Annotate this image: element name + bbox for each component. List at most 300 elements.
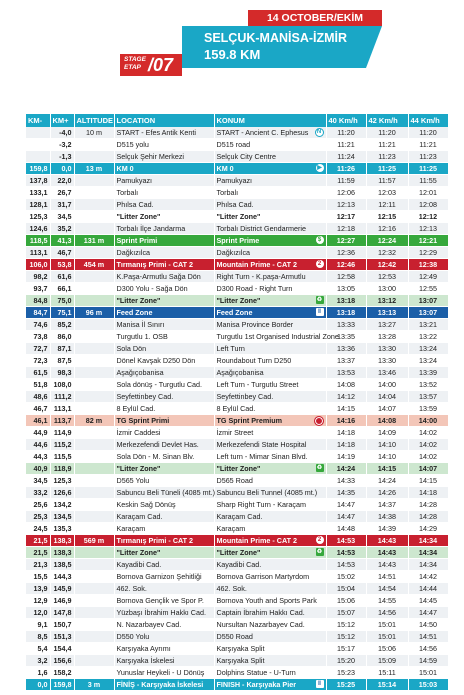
time-40-cell [326,379,366,391]
konum-cell-text: 462. Sok. [216,584,247,593]
km-minus-cell [26,295,50,307]
table-row [26,235,448,247]
time-44-cell-text: 14:28 [419,512,437,521]
time-40-cell [326,451,366,463]
time-42-cell [366,259,408,271]
konum-cell [214,391,326,403]
altitude-cell [74,319,114,331]
konum-cell [214,139,326,151]
konum-cell [214,451,326,463]
km-minus-cell [26,487,50,499]
location-cell-text: Sola Dön - M. Sinan Blv. [116,452,195,461]
time-44-cell [408,319,448,331]
km-minus-cell [26,355,50,367]
km-plus-cell-text: 125,3 [53,476,72,485]
time-40-cell-text: 15:06 [337,596,355,605]
table-row [26,583,448,595]
time-40-cell-text: 14:12 [337,392,355,401]
time-44-cell [408,487,448,499]
time-44-cell-text: 11:25 [419,164,437,173]
km-plus-cell-text: 98,3 [57,368,72,377]
konum-cell [214,679,326,691]
km-minus-cell [26,403,50,415]
table-row [26,163,448,175]
time-44-cell [408,379,448,391]
km-minus-cell-text: 34,5 [33,476,48,485]
konum-cell-text: Pamukyazı [216,176,253,185]
time-40-cell [326,127,366,139]
altitude-cell [74,151,114,163]
time-44-cell-text: 14:34 [419,560,437,569]
time-40-cell-text: 13:35 [337,332,355,341]
km-plus-cell [50,355,74,367]
time-44-cell [408,427,448,439]
sprint-icon: $ [316,236,324,244]
altitude-cell [74,331,114,343]
time-40-cell-text: 14:18 [337,428,355,437]
time-40-cell [326,175,366,187]
km-minus-cell [26,199,50,211]
location-cell [114,655,214,667]
km-minus-cell-text: 125,3 [29,212,48,221]
time-40-cell [326,391,366,403]
time-44-cell-text: 12:21 [418,236,438,245]
time-42-cell [366,175,408,187]
altitude-cell [74,223,114,235]
km-minus-cell-text: 98,2 [33,272,48,281]
time-40-cell [326,187,366,199]
time-42-cell-text: 12:53 [378,272,396,281]
banner-decoration [366,26,382,68]
time-42-cell [366,295,408,307]
time-42-cell [366,127,408,139]
table-row [26,559,448,571]
time-44-cell [408,583,448,595]
km-plus-cell [50,559,74,571]
time-42-cell [366,439,408,451]
konum-cell [214,163,326,175]
konum-cell-text: Phılsa Cad. [216,200,254,209]
altitude-cell [74,667,114,679]
time-44-cell [408,199,448,211]
time-42-cell-text: 14:54 [378,584,396,593]
km-plus-cell-text: 53,8 [57,260,72,269]
table-row [26,679,448,691]
location-cell-text: Sprint Primi [116,236,158,245]
time-44-cell [408,355,448,367]
time-44-cell [408,607,448,619]
km-plus-cell-text: 138,3 [53,548,72,557]
time-44-cell-text: 13:57 [419,392,437,401]
time-44-cell [408,175,448,187]
km-minus-cell-text: 61,5 [33,368,48,377]
time-42-cell-text: 14:00 [378,380,396,389]
time-40-cell [326,523,366,535]
konum-cell [214,175,326,187]
time-42-cell-text: 12:15 [377,212,397,221]
time-40-cell [326,667,366,679]
km-plus-cell [50,211,74,223]
altitude-cell [74,127,114,139]
location-cell-text: 8 Eylül Cad. [116,404,156,413]
table-header-row [26,114,448,127]
km-minus-cell-text: 9,1 [37,620,48,629]
table-row [26,187,448,199]
km-minus-cell-text: 40,9 [33,464,48,473]
stage-label-en: STAGE [124,56,146,63]
km-minus-cell-text: 25,6 [33,500,48,509]
km-minus-cell-text: 21,5 [33,536,48,545]
km-plus-cell [50,655,74,667]
time-40-cell-text: 14:15 [337,404,355,413]
time-42-cell [366,211,408,223]
time-44-cell [408,271,448,283]
time-40-cell-text: 13:18 [336,308,356,317]
time-42-cell [366,331,408,343]
konum-cell-text: Torbalı [216,188,239,197]
time-40-cell [326,271,366,283]
konum-cell-text: Seyfettinbey Cad. [216,392,274,401]
time-44-cell [408,367,448,379]
location-cell [114,367,214,379]
km-plus-cell-text: 0,0 [61,164,72,173]
km-minus-cell [26,559,50,571]
col-location: LOCATION [114,114,214,127]
km-plus-cell [50,643,74,655]
km-plus-cell [50,535,74,547]
time-40-cell [326,547,366,559]
time-40-cell-text: 15:25 [336,680,356,689]
km-minus-cell [26,547,50,559]
time-40-cell-text: 13:33 [337,320,355,329]
stage-header [0,0,464,112]
konum-cell [214,619,326,631]
time-40-cell [326,643,366,655]
time-40-cell [326,211,366,223]
time-42-cell-text: 11:25 [378,164,396,173]
table-row [26,283,448,295]
km-plus-cell [50,631,74,643]
time-44-cell-text: 14:07 [418,464,438,473]
location-cell [114,415,214,427]
tg-sprint-icon [314,416,324,426]
km-plus-cell-text: 146,9 [53,596,72,605]
location-cell-text: K.Paşa-Armutlu Sağa Dön [116,272,201,281]
km-plus-cell-text: 35,2 [57,224,72,233]
km-plus-cell-text: 61,6 [57,272,72,281]
location-cell [114,607,214,619]
time-40-cell-text: 14:47 [337,500,355,509]
time-44-cell [408,499,448,511]
time-42-cell-text: 11:57 [378,176,396,185]
konum-cell-text: Dolphins Statue - U-Turn [216,668,296,677]
km-minus-cell [26,319,50,331]
km-plus-cell-text: 46,7 [57,248,72,257]
time-42-cell-text: 14:09 [378,428,396,437]
time-40-cell-text: 14:33 [337,476,355,485]
location-cell [114,475,214,487]
konum-cell [214,331,339,343]
time-44-cell [408,283,448,295]
time-40-cell [326,535,366,547]
altitude-cell [74,415,114,427]
time-40-cell-text: 14:47 [337,512,355,521]
location-cell-text: START - Efes Antik Kenti [116,128,196,137]
table-row [26,547,448,559]
km-plus-cell [50,367,74,379]
table-row [26,631,448,643]
km-minus-cell [26,187,50,199]
table-row [26,139,448,151]
time-40-cell-text: 14:53 [337,560,355,569]
altitude-cell [74,271,114,283]
time-44-cell-text: 11:20 [419,128,437,137]
location-cell [114,439,214,451]
time-42-cell [366,187,408,199]
altitude-cell [74,427,114,439]
time-44-cell-text: 14:44 [419,584,437,593]
km-plus-cell-text: 144,3 [53,572,72,581]
km-minus-cell [26,667,50,679]
km-plus-cell [50,463,74,475]
time-42-cell [366,559,408,571]
time-42-cell [366,463,408,475]
konum-cell [214,151,326,163]
km-plus-cell [50,667,74,679]
location-cell [114,355,214,367]
konum-cell-text: Selçuk City Centre [216,152,277,161]
km-plus-cell [50,307,74,319]
location-cell [114,379,214,391]
km-minus-cell [26,151,50,163]
location-cell-text: Karaçam [116,524,146,533]
time-42-cell [366,427,408,439]
km-plus-cell-text: -1,3 [59,152,72,161]
konum-cell-text: İzmir Street [216,428,254,437]
km-minus-cell-text: 128,1 [29,200,48,209]
km-minus-cell-text: 44,6 [33,440,48,449]
km-minus-cell [26,583,50,595]
km-minus-cell-text: 73,8 [33,332,48,341]
table-row [26,271,448,283]
location-cell-text: Sabuncu Beli Tüneli (4085 mt.) [116,488,216,497]
km-plus-cell [50,319,74,331]
altitude-cell-text: 454 m [83,260,105,269]
time-40-cell-text: 14:16 [336,416,356,425]
km-minus-cell-text: 46,7 [33,404,48,413]
km-minus-cell-text: 24,5 [33,524,48,533]
table-row [26,331,448,343]
time-42-cell-text: 14:39 [378,524,396,533]
location-cell [114,175,214,187]
time-42-cell-text: 12:42 [377,260,397,269]
km-plus-cell [50,343,74,355]
km-plus-cell [50,547,74,559]
konum-cell-text: "Litter Zone" [216,296,261,305]
time-40-cell [326,295,366,307]
location-cell-text: Yüzbaşı İbrahim Hakkı Cad. [116,608,206,617]
table-row [26,343,448,355]
altitude-cell [74,163,114,175]
time-42-cell [366,199,408,211]
table-row [26,511,448,523]
location-cell [114,343,214,355]
konum-cell [214,499,326,511]
location-cell [114,631,214,643]
km-plus-cell-text: 108,0 [53,380,72,389]
altitude-cell [74,583,114,595]
time-44-cell-text: 13:24 [419,344,437,353]
col-konum: KONUM [214,114,326,127]
time-44-cell-text: 14:34 [418,548,438,557]
time-44-cell [408,187,448,199]
time-42-cell-text: 12:32 [378,248,396,257]
time-42-cell-text: 14:43 [378,560,396,569]
time-40-cell [326,247,366,259]
altitude-cell [74,643,114,655]
time-40-cell-text: 11:20 [337,128,355,137]
altitude-cell [74,463,114,475]
time-44-cell-text: 14:56 [419,644,437,653]
konum-cell [214,319,326,331]
time-40-cell-text: 13:53 [337,368,355,377]
time-44-cell-text: 12:29 [419,248,437,257]
km-plus-cell [50,175,74,187]
time-44-cell [408,475,448,487]
itinerary-table [26,114,449,691]
location-cell [114,283,214,295]
konum-cell [214,643,326,655]
km-minus-cell-text: 106,0 [29,260,48,269]
time-42-cell [366,391,408,403]
location-cell [114,643,214,655]
time-42-cell [366,679,408,691]
konum-cell [214,415,326,427]
km-plus-cell-text: 86,0 [57,332,72,341]
altitude-cell [74,343,114,355]
km-plus-cell-text: 87,1 [57,344,72,353]
location-cell-text: TG Sprint Primi [116,416,170,425]
km-plus-cell-text: 150,7 [53,620,72,629]
col-42kmh: 42 Km/h [366,114,408,127]
table-body [26,127,448,691]
konum-cell [214,523,326,535]
location-cell [114,187,214,199]
time-40-cell [326,487,366,499]
konum-cell-text: Manisa Province Border [216,320,294,329]
time-42-cell-text: 13:30 [378,356,396,365]
litter-zone-icon: ♻ [316,297,323,303]
location-cell-text: Phılsa Cad. [116,200,154,209]
time-44-cell-text: 13:39 [419,368,437,377]
col-km-minus: KM- [26,114,50,127]
konum-cell-text: Bornova Youth and Sports Park [216,596,317,605]
time-42-cell-text: 15:11 [378,668,396,677]
konum-cell [214,427,326,439]
altitude-cell [74,679,114,691]
altitude-cell [74,211,114,223]
time-40-cell [326,415,366,427]
time-40-cell [326,355,366,367]
time-42-cell-text: 15:09 [378,656,396,665]
time-40-cell [326,499,366,511]
time-42-cell-text: 11:23 [378,152,396,161]
table-row [26,403,448,415]
konum-cell-text: Feed Zone [216,308,253,317]
time-40-cell [326,259,366,271]
location-cell [114,547,214,559]
time-42-cell [366,547,408,559]
time-44-cell [408,535,448,547]
km-plus-cell-text: 113,7 [53,416,72,425]
konum-cell-text: Karaçam Cad. [216,512,263,521]
konum-cell-text: "Litter Zone" [216,212,261,221]
time-44-cell [408,451,448,463]
time-44-cell [408,559,448,571]
location-cell-text: Kayadibi Cad. [116,560,162,569]
table-row [26,247,448,259]
altitude-cell [74,607,114,619]
table-row [26,295,448,307]
altitude-cell [74,259,114,271]
konum-cell-text: Captain İbrahim Hakkı Cad. [216,608,305,617]
time-42-cell [366,643,408,655]
altitude-cell-text: 82 m [85,416,103,425]
time-42-cell-text: 14:10 [378,440,396,449]
km-plus-cell [50,451,74,463]
time-42-cell-text: 14:04 [378,392,396,401]
time-42-cell [366,631,408,643]
time-40-cell-text: 13:36 [337,344,355,353]
km-minus-cell [26,463,50,475]
km-plus-cell-text: 75,0 [57,296,72,305]
time-44-cell-text: 14:02 [419,440,437,449]
time-44-cell-text: 11:23 [419,152,437,161]
konum-cell [214,583,326,595]
time-42-cell-text: 13:00 [378,284,396,293]
km-plus-cell-text: 75,1 [57,308,72,317]
time-42-cell [366,367,408,379]
km-minus-cell [26,571,50,583]
table-row [26,655,448,667]
time-44-cell [408,655,448,667]
km-minus-cell [26,391,50,403]
km-plus-cell [50,571,74,583]
table-row [26,415,448,427]
km-minus-cell-text: 33,2 [33,488,48,497]
route-title-box [182,26,366,68]
location-cell-text: İzmir Caddesi [116,428,161,437]
time-42-cell [366,151,408,163]
time-42-cell [366,571,408,583]
km-minus-cell [26,535,50,547]
km-plus-cell [50,259,74,271]
time-42-cell [366,619,408,631]
km-plus-cell [50,271,74,283]
konum-cell [214,271,326,283]
time-44-cell [408,643,448,655]
km-plus-cell-text: 158,2 [53,668,72,677]
time-42-cell-text: 14:26 [378,488,396,497]
time-42-cell [366,607,408,619]
location-cell-text: Manisa İl Sınırı [116,320,165,329]
location-cell-text: Sola dönüş - Turgutlu Cad. [116,380,203,389]
km-plus-cell-text: 151,3 [53,632,72,641]
time-44-cell-text: 13:07 [418,308,438,317]
km-minus-cell-text: 12,9 [33,596,48,605]
time-40-cell [326,319,366,331]
location-cell-text: Bornova Gençlik ve Spor P. [116,596,204,605]
